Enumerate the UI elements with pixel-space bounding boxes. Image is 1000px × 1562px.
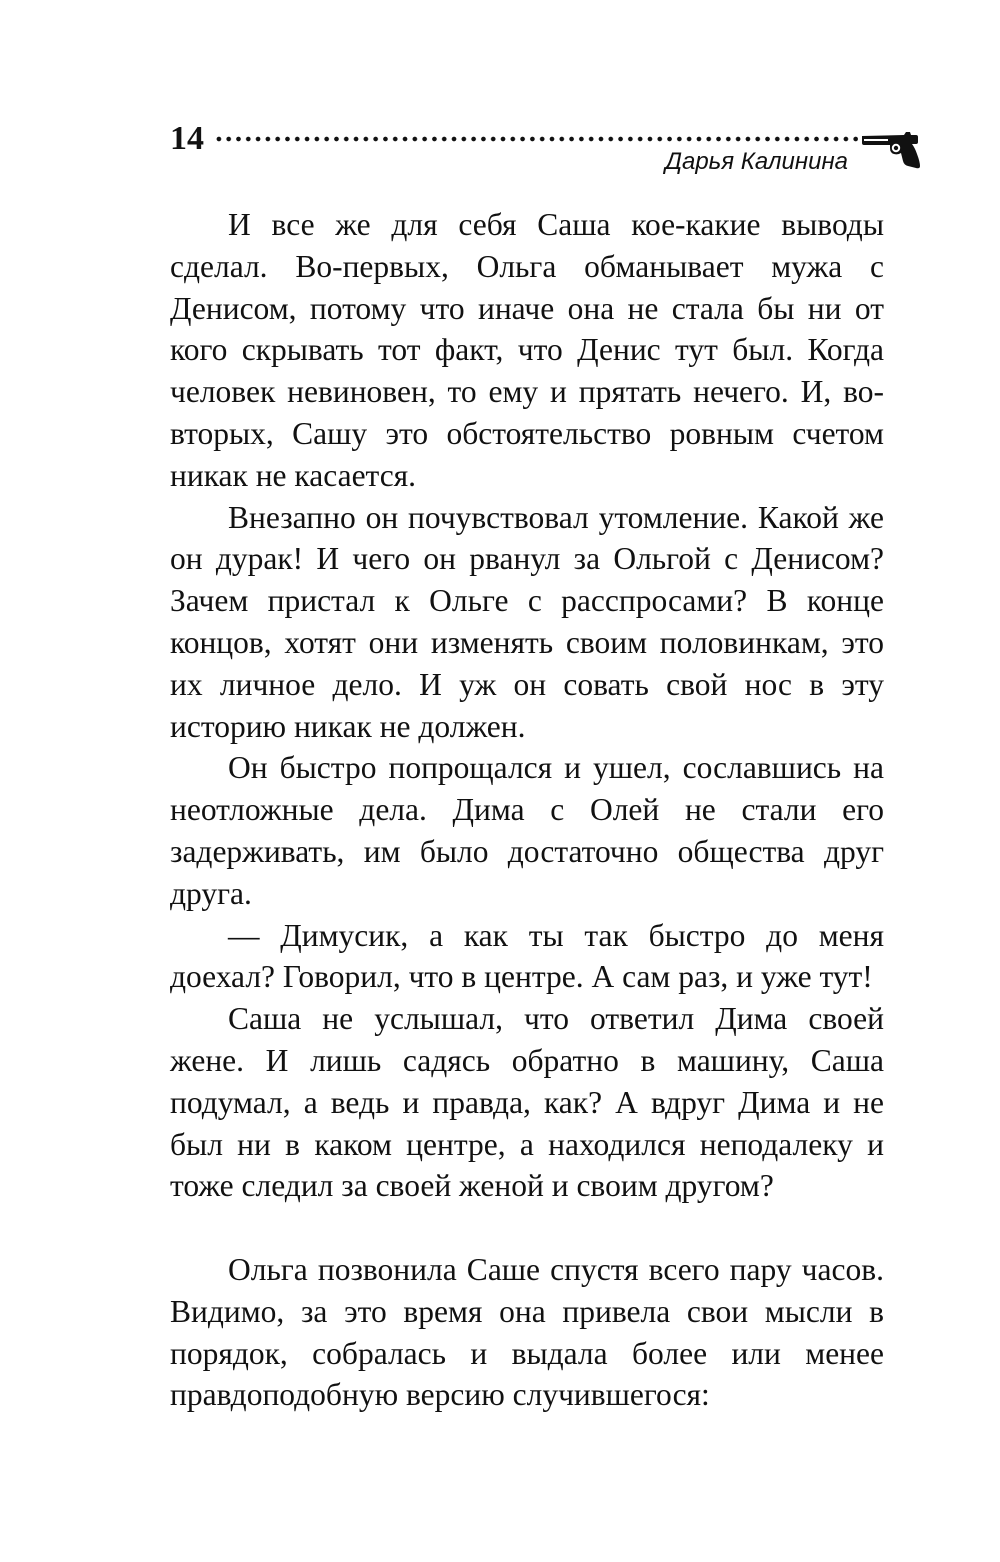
body-text bbox=[170, 204, 884, 1416]
paragraph: Ольга позвонила Саше спустя всего пару часов. Видимо, за это время она привела свои мысли в порядок, собралась и выдала более или менее правдоподобную версию случившегося: bbox=[170, 1251, 884, 1413]
paragraph: — Димусик, а как ты так быстро до меня доехал? Говорил, что в центре. А сам раз, и уже тут! bbox=[170, 917, 884, 995]
paragraph: Он быстро попрощался и ушел, сославшись на неотложные дела. Дима с Олей не стали его задерживать, им было достаточно общества друг друга. bbox=[170, 750, 884, 911]
page-number: 14 bbox=[170, 120, 204, 157]
paragraph: Саша не услышал, что ответил Дима своей жене. И лишь садясь обратно в машину, Саша подумал, а ведь и правда, как? А вдруг Дима и не был ни в каком центре, а находился неподалеку и тоже следил за своей женой и своим другом? bbox=[170, 1001, 884, 1204]
paragraph: И все же для себя Саша кое-какие выводы сделал. Во-первых, Ольга обманывает мужа с Денисом, потому что иначе она не стала бы ни от кого скрывать тот факт, что Денис тут был. Когда человек невиновен, то ему и прятать нечего. И, во-вторых, Сашу это обстоятельство ровным счетом никак не касается. bbox=[170, 207, 884, 493]
revolver-icon bbox=[860, 128, 922, 170]
paragraph: Внезапно он почувствовал утомление. Какой же он дурак! И чего он рванул за Ольгой с Денисом? Зачем пристал к Ольге с расспросами? В конце концов, хотят они изменять своим половинкам, это их личное дело. И уж он совать свой нос в эту историю никак не должен. bbox=[170, 499, 884, 744]
dotted-rule bbox=[214, 134, 858, 144]
running-head-author: Дарья Калинина bbox=[665, 148, 848, 175]
